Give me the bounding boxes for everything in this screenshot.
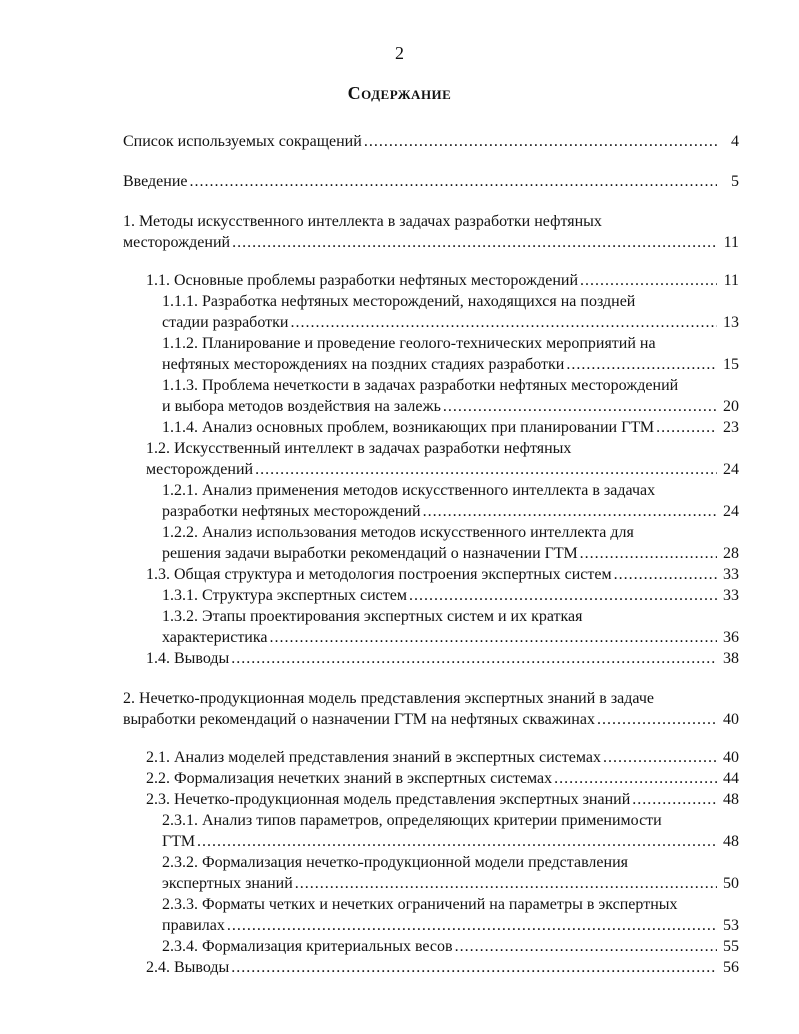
toc-entry-1-2-1 bbox=[123, 480, 739, 522]
toc-entry-2-2 bbox=[123, 768, 739, 789]
toc-leader-dots bbox=[455, 936, 717, 957]
toc-entry-text: 2.4. Выводы bbox=[146, 959, 230, 976]
toc-entry-text: выработки рекомендаций о назначении ГТМ на нефтяных скважинах bbox=[123, 711, 595, 728]
toc-entry-introduction bbox=[123, 171, 739, 192]
toc-page-number: 48 bbox=[723, 791, 739, 808]
toc-page-number: 56 bbox=[723, 959, 739, 976]
toc-page-number: 28 bbox=[723, 545, 739, 562]
toc-page-number: 38 bbox=[723, 650, 739, 667]
toc-entry-2-3-1 bbox=[123, 810, 739, 852]
toc-entry-chapter-2 bbox=[123, 688, 739, 730]
page-number: 2 bbox=[395, 43, 404, 63]
toc-entry-first-line: 1.1.2. Планирование и проведение геолого-технических мероприятий на bbox=[162, 335, 656, 352]
toc-leader-dots bbox=[614, 564, 717, 585]
toc-entry-1-2-2 bbox=[123, 522, 739, 564]
toc-leader-dots bbox=[423, 501, 717, 522]
toc-entry-text: ГТМ bbox=[162, 833, 196, 850]
toc-entry-text: характеристика bbox=[162, 629, 268, 646]
toc-page-number: 36 bbox=[723, 629, 739, 646]
toc-page-number: 40 bbox=[723, 711, 739, 728]
toc-entry-2-3-3 bbox=[123, 894, 739, 936]
toc-leader-dots bbox=[554, 768, 717, 789]
toc-leader-dots bbox=[656, 417, 717, 438]
toc-entry-text: Введение bbox=[123, 173, 188, 190]
toc-page-number: 33 bbox=[723, 587, 739, 604]
toc-leader-dots bbox=[290, 312, 717, 333]
toc-entry-2-3 bbox=[123, 789, 739, 810]
toc-entry-text: 2.2. Формализация нечетких знаний в экспертных системах bbox=[146, 770, 553, 787]
toc-entry-chapter-1 bbox=[123, 211, 739, 253]
toc-entry-text: Список используемых сокращений bbox=[123, 133, 362, 150]
toc-leader-dots bbox=[603, 747, 717, 768]
toc-entry-1-1 bbox=[123, 270, 739, 291]
toc-entry-text: 1.3. Общая структура и методология построения экспертных систем bbox=[146, 566, 612, 583]
toc-page-number: 15 bbox=[723, 356, 739, 373]
toc-leader-dots bbox=[566, 354, 717, 375]
toc-entry-text: нефтяных месторождениях на поздних стадиях разработки bbox=[162, 356, 565, 373]
toc-page-number: 40 bbox=[723, 749, 739, 766]
toc-leader-dots bbox=[364, 131, 717, 152]
toc-entry-first-line: 1.2. Искусственный интеллект в задачах разработки нефтяных bbox=[146, 440, 572, 457]
toc-leader-dots bbox=[197, 831, 717, 852]
toc-entry-text: разработки нефтяных месторождений bbox=[162, 503, 421, 520]
toc-entry-1-3-2 bbox=[123, 606, 739, 648]
toc-entry-text: экспертных знаний bbox=[162, 875, 293, 892]
toc-entry-2-4 bbox=[123, 957, 739, 978]
toc-entry-first-line: 2.3.1. Анализ типов параметров, определяющих критерии применимости bbox=[162, 812, 662, 829]
toc-entry-text: месторождений bbox=[146, 461, 254, 478]
toc-entry-text: 1.4. Выводы bbox=[146, 650, 230, 667]
toc-entry-abbreviations bbox=[123, 131, 739, 152]
toc-entry-2-1 bbox=[123, 747, 739, 768]
toc-page-number: 13 bbox=[723, 314, 739, 331]
toc-entry-text: месторождений bbox=[123, 234, 231, 251]
toc-entry-1-1-4 bbox=[123, 417, 739, 438]
toc-leader-dots bbox=[409, 585, 717, 606]
toc-entry-first-line: 1.2.2. Анализ использования методов искусственного интеллекта для bbox=[162, 524, 634, 541]
toc-page-number: 24 bbox=[723, 503, 739, 520]
toc-entry-first-line: 2. Нечетко-продукционная модель представления экспертных знаний в задаче bbox=[123, 690, 654, 707]
toc-page-number: 44 bbox=[723, 770, 739, 787]
toc-leader-dots bbox=[580, 270, 717, 291]
toc-entry-1-1-3 bbox=[123, 375, 739, 417]
toc-entry-text: и выбора методов воздействия на залежь bbox=[162, 398, 441, 415]
toc-leader-dots bbox=[632, 789, 717, 810]
toc-entry-first-line: 1.1.1. Разработка нефтяных месторождений, находящихся на поздней bbox=[162, 293, 636, 310]
toc-leader-dots bbox=[295, 873, 717, 894]
toc-entry-1-3 bbox=[123, 564, 739, 585]
toc-entry-first-line: 1. Методы искусственного интеллекта в задачах разработки нефтяных bbox=[123, 213, 602, 230]
toc-entry-1-1-2 bbox=[123, 333, 739, 375]
toc-leader-dots bbox=[231, 648, 717, 669]
toc-entry-first-line: 2.3.3. Форматы четких и нечетких ограничений на параметры в экспертных bbox=[162, 896, 678, 913]
toc-page-number: 20 bbox=[723, 398, 739, 415]
toc-entry-2-3-4 bbox=[123, 936, 739, 957]
toc-leader-dots bbox=[580, 543, 717, 564]
toc-leader-dots bbox=[270, 627, 718, 648]
toc-entry-text: 2.3. Нечетко-продукционная модель представления экспертных знаний bbox=[146, 791, 631, 808]
toc-entry-text: 1.1. Основные проблемы разработки нефтяных месторождений bbox=[146, 272, 579, 289]
toc-entry-text: решения задачи выработки рекомендаций о назначении ГТМ bbox=[162, 545, 578, 562]
toc-leader-dots bbox=[190, 171, 718, 192]
page-title: Содержание bbox=[347, 83, 452, 103]
toc-entry-text: 2.3.4. Формализация критериальных весов bbox=[162, 938, 453, 955]
toc-entry-text: стадии разработки bbox=[162, 314, 289, 331]
toc-page-number: 53 bbox=[723, 917, 739, 934]
toc-page-number: 50 bbox=[723, 875, 739, 892]
toc-entry-first-line: 1.3.2. Этапы проектирования экспертных систем и их краткая bbox=[162, 608, 583, 625]
toc-page-number: 4 bbox=[731, 133, 739, 150]
toc-entry-first-line: 2.3.2. Формализация нечетко-продукционной модели представления bbox=[162, 854, 628, 871]
toc-page-number: 33 bbox=[723, 566, 739, 583]
toc-entry-text: 1.3.1. Структура экспертных систем bbox=[162, 587, 407, 604]
toc-leader-dots bbox=[443, 396, 717, 417]
toc-leader-dots bbox=[231, 957, 717, 978]
toc-page-number: 11 bbox=[723, 272, 739, 289]
toc-entry-first-line: 1.1.3. Проблема нечеткости в задачах разработки нефтяных месторождений bbox=[162, 377, 679, 394]
toc-page-number: 23 bbox=[723, 419, 739, 436]
toc-leader-dots bbox=[232, 232, 717, 253]
toc-leader-dots bbox=[255, 459, 717, 480]
toc-entry-text: 1.1.4. Анализ основных проблем, возникающих при планировании ГТМ bbox=[162, 419, 655, 436]
toc-entry-1-1-1 bbox=[123, 291, 739, 333]
toc-entry-2-3-2 bbox=[123, 852, 739, 894]
table-of-contents bbox=[123, 131, 739, 978]
toc-entry-text: 2.1. Анализ моделей представления знаний в экспертных системах bbox=[146, 749, 601, 766]
toc-entry-text: правилах bbox=[162, 917, 225, 934]
toc-page-number: 48 bbox=[723, 833, 739, 850]
toc-entry-1-2 bbox=[123, 438, 739, 480]
toc-entry-1-4 bbox=[123, 648, 739, 669]
toc-page-number: 5 bbox=[731, 173, 739, 190]
toc-entry-first-line: 1.2.1. Анализ применения методов искусственного интеллекта в задачах bbox=[162, 482, 656, 499]
toc-page-number: 11 bbox=[723, 234, 739, 251]
toc-page-number: 24 bbox=[723, 461, 739, 478]
toc-leader-dots bbox=[597, 709, 717, 730]
toc-entry-1-3-1 bbox=[123, 585, 739, 606]
toc-page-number: 55 bbox=[723, 938, 739, 955]
toc-leader-dots bbox=[227, 915, 717, 936]
